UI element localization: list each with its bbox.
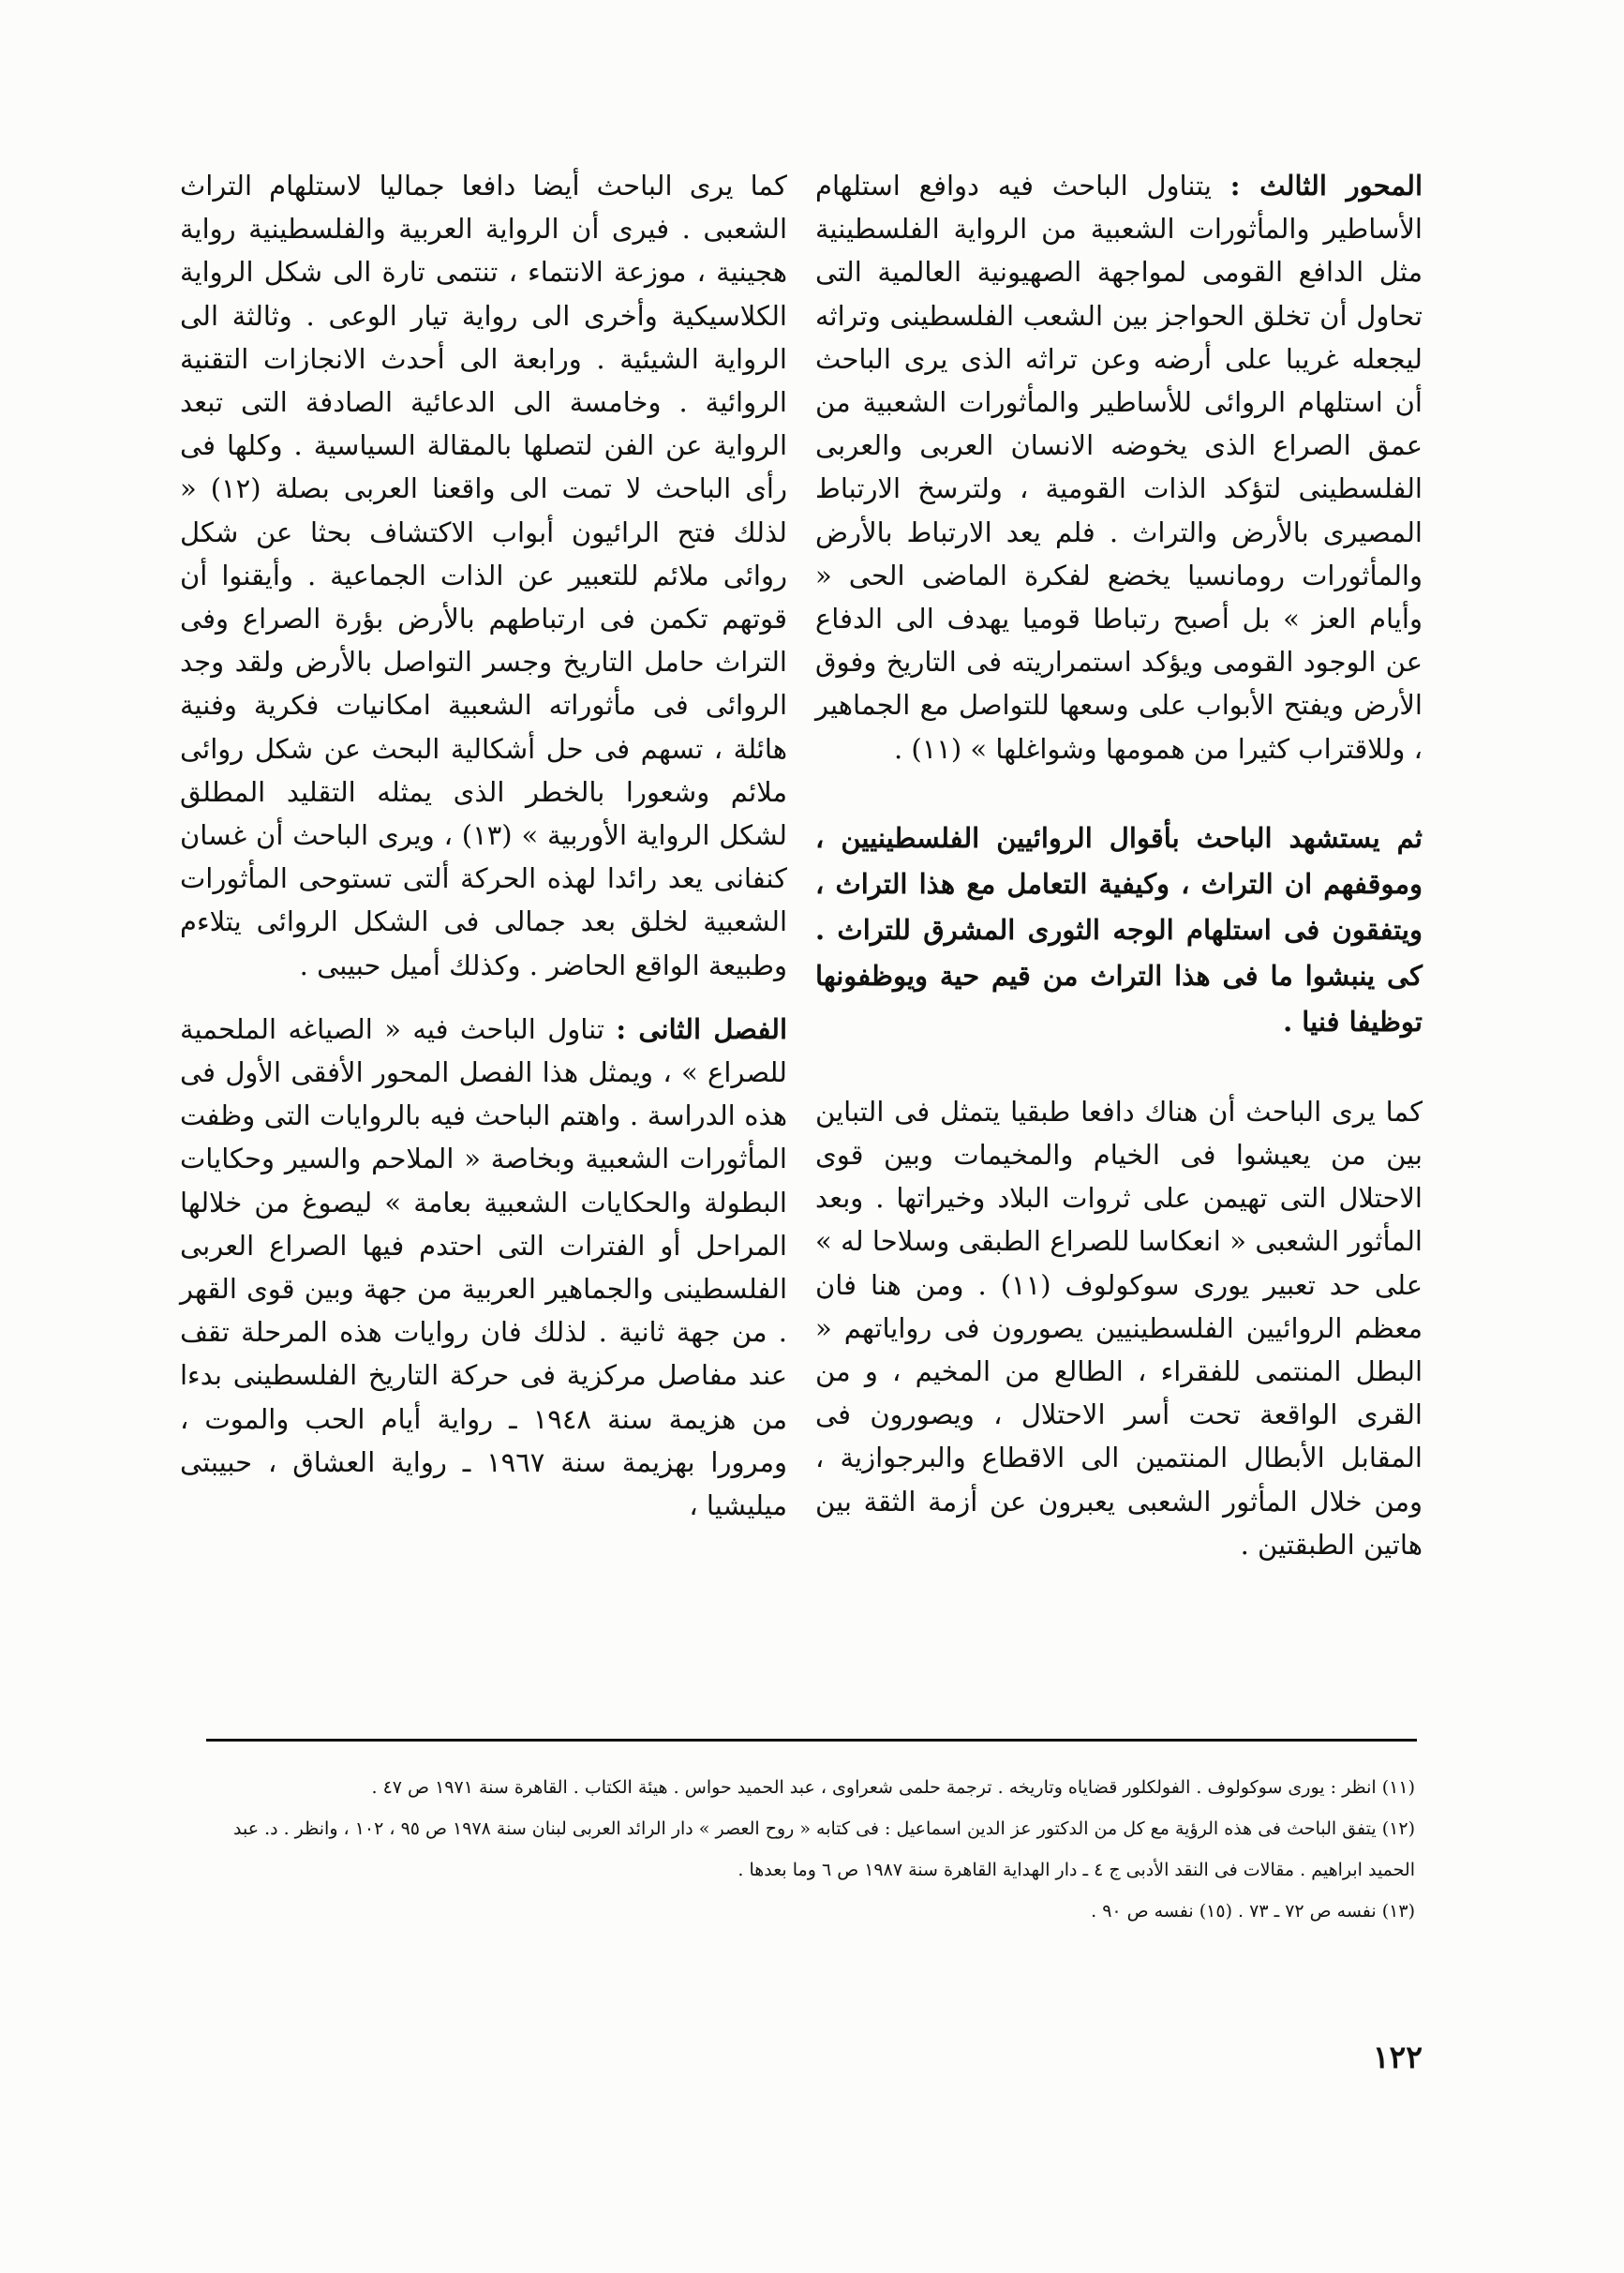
paragraph-class-motive: كما يرى الباحث أن هناك دافعا طبقيا يتمثل فى التباين بين من يعيشوا فى الخيام والمخيمات وبين قوى الاحتلال التى تهيمن على ثروات البلاد وخيراتها . وبعد المأثور الشعبى « انعكاسا للصراع الطبقى وسلاحا له » على حد تعبير يورى سوكولوف (١١) . ومن هنا فان معظم الروائيين الفلسطينيين يصورون فى رواياتهم « البطل المنتمى للفقراء ، الطالع من المخيم ، و من القرى الواقعة تحت أسر الاحتلال ، ويصورون فى المقابل الأبطال المنتمين الى الاقطاع والبرجوازية ، ومن خلال المأثور الشعبى يعبرون عن أزمة الثقة بين هاتين الطبقتين . <box>815 1095 1423 1561</box>
footnotes <box>206 1767 1415 1932</box>
right-column <box>815 164 1423 1566</box>
paragraph-text: تناول الباحث فيه « الصياغه الملحمية للصراع » ، ويمثل هذا الفصل المحور الأفقى الأول فى هذه الدراسة . واهتم الباحث فيه بالروايات التى وظفت المأثورات الشعبية وبخاصة « الملاحم والسير وحكايات البطولة والحكايات الشعبية بعامة » ليصوغ من خلالها المراحل أو الفترات التى احتدم فيها الصراع العربى الفلسطينى والجماهير العربية من جهة وبين قوى القهر . من جهة ثانية . لذلك فان روايات هذه المرحلة تقف عند مفاصل مركزية فى حركة التاريخ الفلسطينى بدءا من هزيمة سنة ١٩٤٨ ـ رواية أيام الحب والموت ، ومرورا بهزيمة سنة ١٩٦٧ ـ رواية العشاق ، حبيبتى ميليشيا ، <box>180 1012 787 1522</box>
footnote: (١٣) نفسه ص ٧٢ ـ ٧٣ . (١٥) نفسه ص ٩٠ . <box>1091 1901 1415 1922</box>
paragraph-aesthetic-motive: كما يرى الباحث أيضا دافعا جماليا لاستلهام التراث الشعبى . فيرى أن الرواية العربية والفلسطينية رواية هجينية ، موزعة الانتماء ، تنتمى تارة الى شكل الرواية الكلاسيكية وأخرى الى رواية تيار الوعى . وثالثة الى الرواية الشيئية . ورابعة الى أحدث الانجازات التقنية الروائية . وخامسة الى الدعائية الصادفة التى تبعد الرواية عن الفن لتصلها بالمقالة السياسية . وكلها فى رأى الباحث لا تمت الى واقعنا العربى بصلة (١٢) « لذلك فتح الرائيون أبواب الاكتشاف بحثا عن شكل روائى ملائم للتعبير عن الذات الجماعية . وأيقنوا أن قوتهم تكمن فى ارتباطهم بالأرض بؤرة الصراع وفى التراث حامل التاريخ وجسر التواصل بالأرض ولقد وجد الروائى فى مأثوراته الشعبية امكانيات فكرية وفنية هائلة ، تسهم فى حل أشكالية البحث عن شكل روائى ملائم وشعورا بالخطر الذى يمثله التقليد المطلق لشكل الرواية الأوربية » (١٣) ، ويرى الباحث أن غسان كنفانى يعد رائدا لهذه الحركة ألتى تستوحى المأثورات الشعبية لخلق بعد جمالى فى الشكل الروائى يتلاءم وطبيعة الواقع الحاضر . وكذلك أميل حبيبى . <box>180 170 787 981</box>
bold-paragraph: ثم يستشهد الباحث بأقوال الروائيين الفلسطينيين ، وموقفهم ان التراث ، وكيفية التعامل مع هذا التراث ، ويتفقون فى استلهام الوجه الثورى المشرق للتراث . كى ينبشوا ما فى هذا التراث من قيم حية ويوظفونها توظيفا فنيا . <box>815 821 1423 1038</box>
footnote: (١٢) يتفق الباحث فى هذه الرؤية مع كل من الدكتور عز الدين اسماعيل : فى كتابه « روح العصر » دار الرائد العربى لبنان سنة ١٩٧٨ ص ٩٥ ، ١٠٢ ، وانظر . د. عبد الحميد ابراهيم . مقالات فى النقد الأدبى ج ٤ ـ دار الهداية القاهرة سنة ١٩٨٧ ص ٦ وما بعدها . <box>232 1818 1415 1880</box>
left-column <box>180 164 787 1527</box>
paragraph-axis-three <box>815 164 1423 770</box>
footnote-divider <box>206 1739 1417 1742</box>
paragraph-lead: الفصل الثانى : <box>616 1012 788 1045</box>
page-number: ١٢٢ <box>1372 2039 1423 2075</box>
paragraph-lead: المحور الثالث : <box>1229 170 1423 202</box>
paragraph-chapter-two <box>180 1008 787 1527</box>
footnote: (١١) انظر : يورى سوكولوف . الفولكلور قضاياه وتاريخه . ترجمة حلمى شعراوى ، عبد الحميد حواس . هيئة الكتاب . القاهرة سنة ١٩٧١ ص ٤٧ . <box>371 1777 1415 1798</box>
paragraph-text: يتناول الباحث فيه دوافع استلهام الأساطير والمأثورات الشعبية من الرواية الفلسطينية مثل الدافع القومى لمواجهة الصهيونية العالمية التى تحاول أن تخلق الحواجز بين الشعب الفلسطينى وتراثه ليجعله غريبا على أرضه وعن تراثه الذى يرى الباحث أن استلهام الروائى للأساطير والمأثورات الشعبية من عمق الصراع الذى يخوضه الانسان العربى والعربى الفلسطينى لتؤكد الذات القومية ، ولترسخ الارتباط المصيرى بالأرض والتراث . فلم يعد الارتباط بالأرض والمأثورات رومانسيا يخضع لفكرة الماضى الحى « وأيام العز » بل أصبح رتباطا قوميا يهدف الى الدفاع عن الوجود القومى ويؤكد استمراريته فى التاريخ وفوق الأرض ويفتح الأبواب على وسعها للتواصل مع الجماهير ، وللاقتراب كثيرا من همومها وشواغلها » (١١) . <box>815 170 1423 765</box>
